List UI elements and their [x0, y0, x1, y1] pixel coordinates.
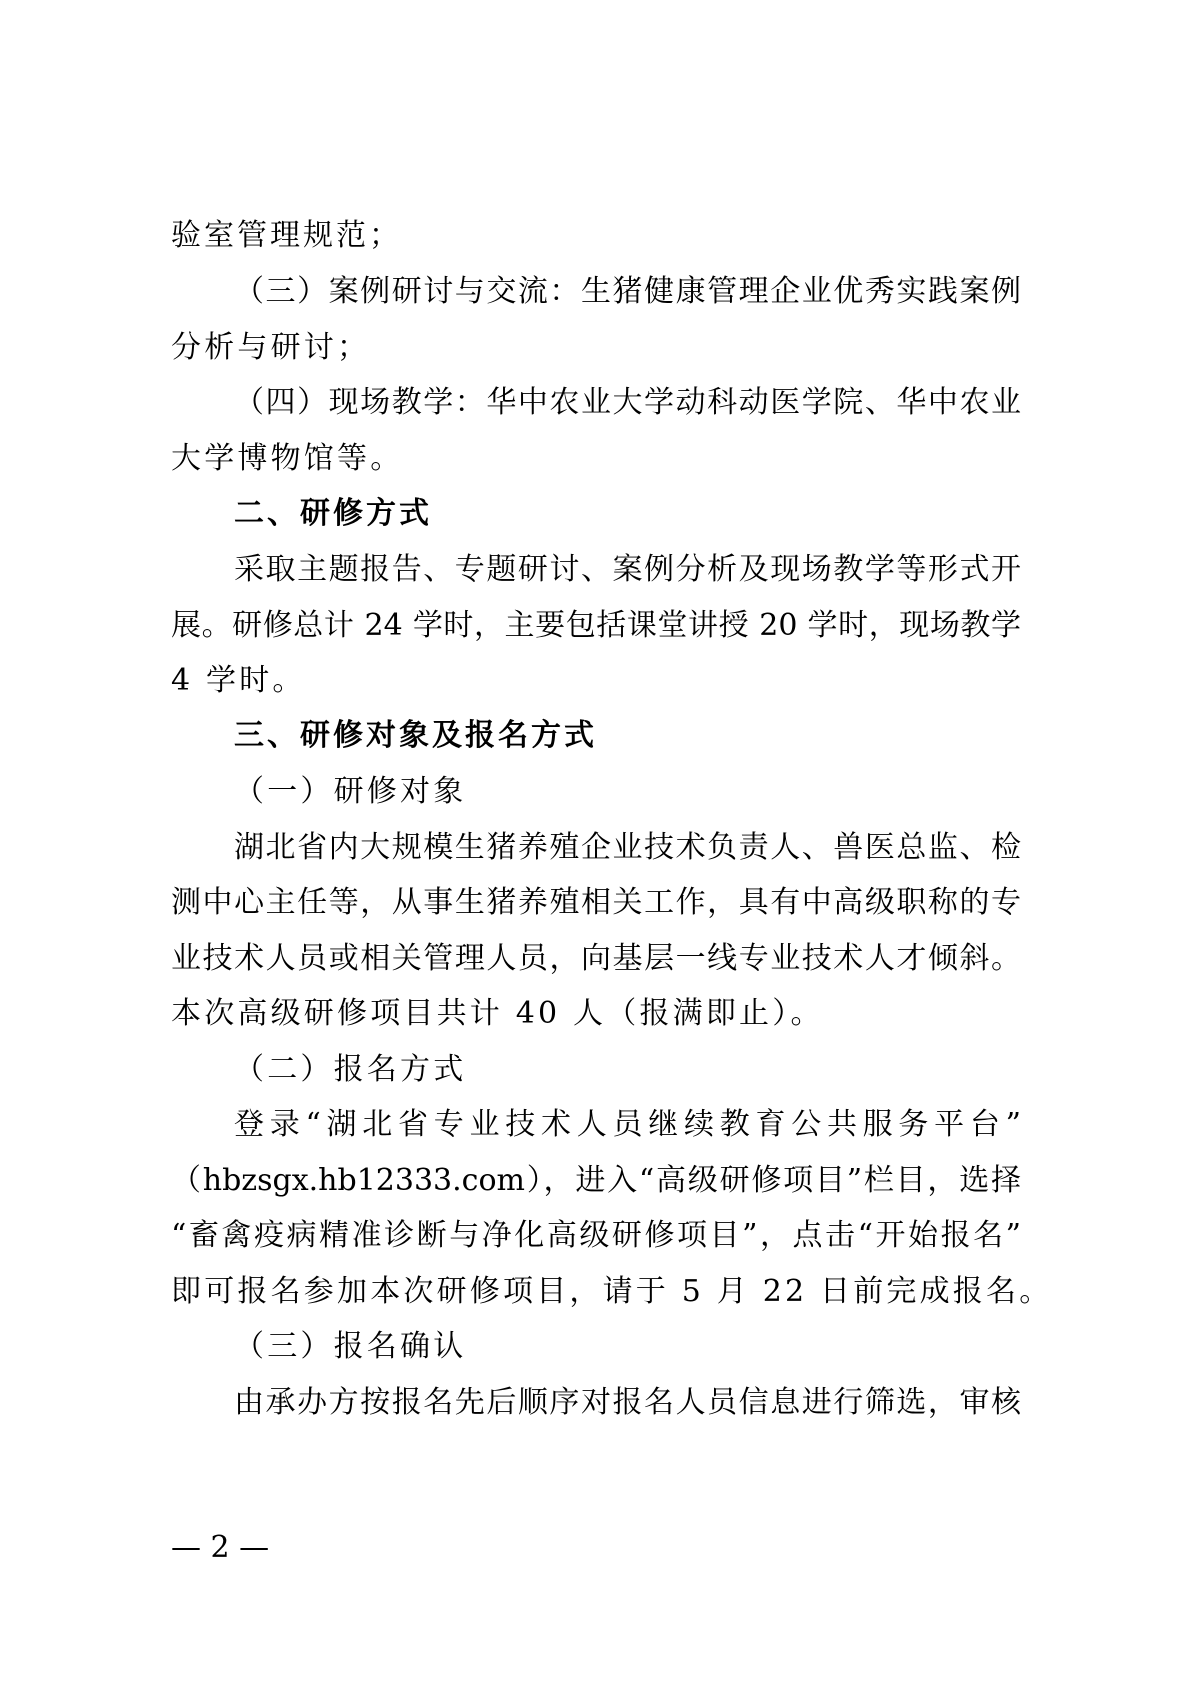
subsection-line: （四）现场教学：华中农业大学动科动医学院、华中农业	[234, 385, 1021, 420]
page-number: — 2 —	[171, 1530, 270, 1565]
body-line: 登录“湖北省专业技术人员继续教育公共服务平台”	[234, 1107, 1021, 1142]
body-line: 4 学时。	[171, 663, 306, 698]
body-line: 湖北省内大规模生猪养殖企业技术负责人、兽医总监、检	[234, 830, 1021, 865]
body-line: 验室管理规范；	[171, 218, 402, 253]
body-line: 由承办方按报名先后顺序对报名人员信息进行筛选，审核	[234, 1385, 1021, 1420]
subsection-heading: （三）报名确认	[234, 1329, 467, 1364]
section-heading: 二、研修方式	[234, 496, 432, 531]
body-line: 业技术人员或相关管理人员，向基层一线专业技术人才倾斜。	[171, 941, 1021, 976]
body-line: 大学博物馆等。	[171, 441, 404, 476]
section-heading: 三、研修对象及报名方式	[234, 718, 597, 753]
body-line: 测中心主任等，从事生猪养殖相关工作，具有中高级职称的专	[171, 885, 1021, 920]
body-line: 采取主题报告、专题研讨、案例分析及现场教学等形式开	[234, 552, 1021, 587]
body-line: 即可报名参加本次研修项目，请于 5 月 22 日前完成报名。	[171, 1274, 1053, 1309]
body-line: 展。研修总计 24 学时，主要包括课堂讲授 20 学时，现场教学	[171, 608, 1021, 643]
body-line: 分析与研讨；	[171, 330, 371, 365]
subsection-heading: （二）报名方式	[234, 1052, 467, 1087]
body-line: “畜禽疫病精准诊断与净化高级研修项目”，点击“开始报名”	[171, 1218, 1021, 1253]
subsection-heading: （一）研修对象	[234, 774, 467, 809]
body-line: （hbzsgx.hb12333.com），进入“高级研修项目”栏目，选择	[171, 1163, 1021, 1198]
subsection-line: （三）案例研讨与交流：生猪健康管理企业优秀实践案例	[234, 274, 1021, 309]
body-line: 本次高级研修项目共计 40 人（报满即止）。	[171, 996, 824, 1031]
